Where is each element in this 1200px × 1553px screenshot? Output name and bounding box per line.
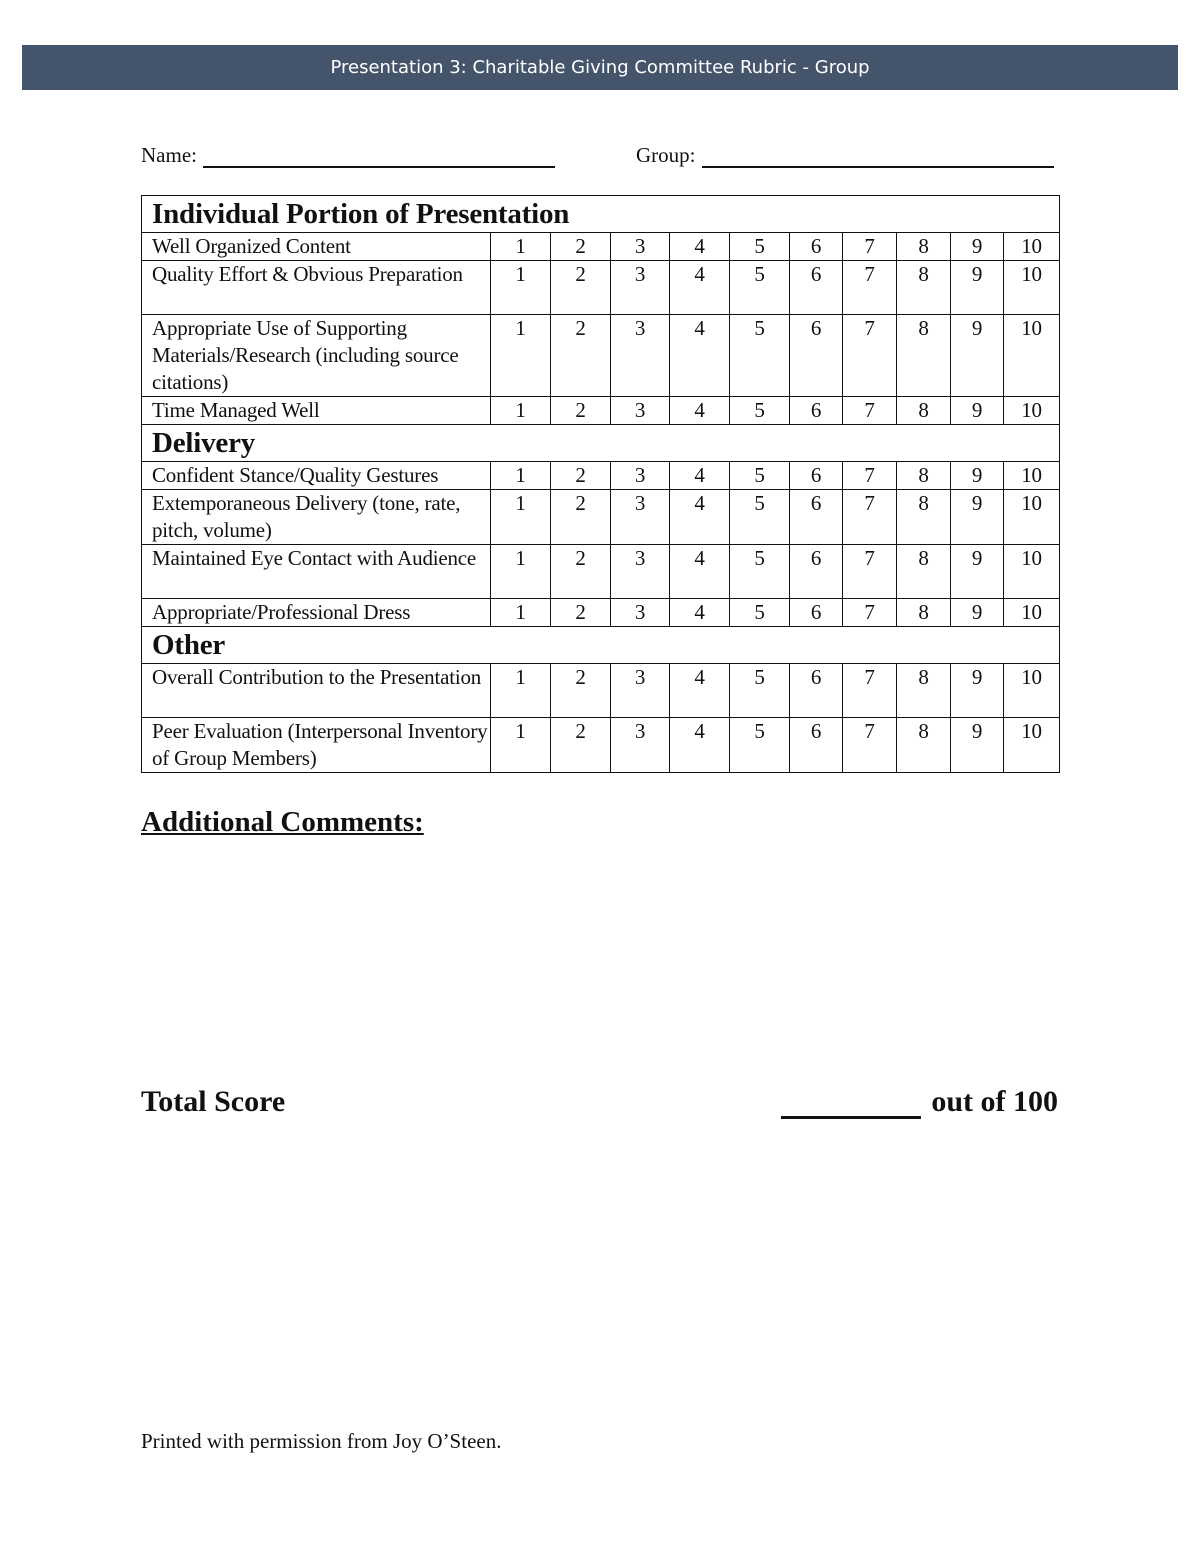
score-option[interactable]: 10 — [1004, 462, 1060, 490]
score-option[interactable]: 10 — [1004, 664, 1060, 718]
score-option[interactable]: 3 — [611, 664, 670, 718]
score-option[interactable]: 9 — [951, 718, 1004, 773]
score-option[interactable]: 5 — [730, 718, 790, 773]
total-score-field — [781, 1085, 1058, 1119]
criterion-label: Confident Stance/Quality Gestures — [142, 462, 491, 490]
score-option[interactable]: 10 — [1004, 545, 1060, 599]
score-option[interactable]: 9 — [951, 261, 1004, 315]
section-title: Other — [142, 627, 1060, 664]
score-option[interactable]: 8 — [897, 462, 951, 490]
score-option[interactable]: 6 — [790, 397, 843, 425]
criterion-label: Quality Effort & Obvious Preparation — [142, 261, 491, 315]
score-option[interactable]: 10 — [1004, 261, 1060, 315]
criterion-label: Peer Evaluation (Interpersonal Inventory of Group Members) — [142, 718, 491, 773]
comments-heading: Additional Comments: — [141, 806, 424, 838]
score-option[interactable]: 1 — [491, 315, 551, 397]
score-option[interactable]: 5 — [730, 599, 790, 627]
score-option[interactable]: 4 — [670, 462, 730, 490]
score-option[interactable]: 7 — [843, 718, 897, 773]
header-bar — [22, 45, 1178, 90]
score-option[interactable]: 6 — [790, 490, 843, 545]
score-option[interactable]: 2 — [551, 599, 611, 627]
score-option[interactable]: 6 — [790, 315, 843, 397]
score-option[interactable]: 4 — [670, 261, 730, 315]
criterion-row — [142, 397, 1060, 425]
score-option[interactable]: 7 — [843, 233, 897, 261]
score-option[interactable]: 10 — [1004, 718, 1060, 773]
header-title: Presentation 3: Charitable Giving Committee Rubric - Group — [330, 57, 870, 78]
score-option[interactable]: 2 — [551, 718, 611, 773]
criterion-row — [142, 233, 1060, 261]
score-option[interactable]: 5 — [730, 233, 790, 261]
group-label: Group: — [636, 143, 696, 167]
name-label: Name: — [141, 143, 197, 167]
section-header-row — [142, 425, 1060, 462]
score-option[interactable]: 3 — [611, 545, 670, 599]
score-option[interactable]: 4 — [670, 718, 730, 773]
score-option[interactable]: 5 — [730, 664, 790, 718]
score-option[interactable]: 2 — [551, 664, 611, 718]
score-option[interactable]: 2 — [551, 397, 611, 425]
score-option[interactable]: 7 — [843, 545, 897, 599]
total-score-blank[interactable] — [781, 1090, 921, 1119]
criterion-row — [142, 599, 1060, 627]
score-option[interactable]: 6 — [790, 599, 843, 627]
score-option[interactable]: 7 — [843, 490, 897, 545]
score-option[interactable]: 3 — [611, 599, 670, 627]
score-option[interactable]: 5 — [730, 397, 790, 425]
criterion-label: Appropriate Use of Supporting Materials/Research (including source citations) — [142, 315, 491, 397]
group-field-row — [636, 143, 1054, 168]
score-option[interactable]: 10 — [1004, 233, 1060, 261]
score-option[interactable]: 4 — [670, 599, 730, 627]
score-option[interactable]: 5 — [730, 545, 790, 599]
score-option[interactable]: 8 — [897, 315, 951, 397]
score-option[interactable]: 10 — [1004, 315, 1060, 397]
score-option[interactable]: 4 — [670, 490, 730, 545]
criterion-row — [142, 261, 1060, 315]
score-option[interactable]: 8 — [897, 545, 951, 599]
score-option[interactable]: 1 — [491, 490, 551, 545]
score-option[interactable]: 9 — [951, 233, 1004, 261]
score-option[interactable]: 9 — [951, 599, 1004, 627]
score-option[interactable]: 3 — [611, 462, 670, 490]
score-option[interactable]: 7 — [843, 315, 897, 397]
criterion-label: Maintained Eye Contact with Audience — [142, 545, 491, 599]
criterion-label: Well Organized Content — [142, 233, 491, 261]
score-option[interactable]: 3 — [611, 397, 670, 425]
score-option[interactable]: 3 — [611, 490, 670, 545]
score-option[interactable]: 9 — [951, 664, 1004, 718]
score-option[interactable]: 8 — [897, 490, 951, 545]
score-option[interactable]: 9 — [951, 462, 1004, 490]
score-option[interactable]: 3 — [611, 718, 670, 773]
criterion-label: Appropriate/Professional Dress — [142, 599, 491, 627]
total-score-label: Total Score — [141, 1085, 286, 1118]
score-option[interactable]: 3 — [611, 233, 670, 261]
criterion-label: Time Managed Well — [142, 397, 491, 425]
criterion-label: Overall Contribution to the Presentation — [142, 664, 491, 718]
score-option[interactable]: 2 — [551, 545, 611, 599]
score-option[interactable]: 1 — [491, 462, 551, 490]
score-option[interactable]: 6 — [790, 233, 843, 261]
name-field[interactable] — [203, 146, 555, 168]
score-option[interactable]: 9 — [951, 490, 1004, 545]
score-option[interactable]: 2 — [551, 490, 611, 545]
score-option[interactable]: 7 — [843, 261, 897, 315]
rubric-table — [141, 195, 1060, 773]
score-option[interactable]: 4 — [670, 315, 730, 397]
score-option[interactable]: 9 — [951, 397, 1004, 425]
section-title: Delivery — [142, 425, 1060, 462]
section-header-row — [142, 196, 1060, 233]
score-option[interactable]: 2 — [551, 233, 611, 261]
score-option[interactable]: 6 — [790, 718, 843, 773]
score-option[interactable]: 10 — [1004, 599, 1060, 627]
score-option[interactable]: 1 — [491, 545, 551, 599]
score-option[interactable]: 7 — [843, 462, 897, 490]
score-option[interactable]: 5 — [730, 261, 790, 315]
score-option[interactable]: 1 — [491, 718, 551, 773]
score-option[interactable]: 6 — [790, 261, 843, 315]
score-option[interactable]: 7 — [843, 397, 897, 425]
score-option[interactable]: 6 — [790, 664, 843, 718]
score-option[interactable]: 8 — [897, 261, 951, 315]
score-option[interactable]: 5 — [730, 315, 790, 397]
score-option[interactable]: 2 — [551, 315, 611, 397]
score-option[interactable]: 1 — [491, 664, 551, 718]
criterion-row — [142, 315, 1060, 397]
score-option[interactable]: 5 — [730, 490, 790, 545]
score-option[interactable]: 9 — [951, 545, 1004, 599]
score-option[interactable]: 3 — [611, 315, 670, 397]
score-option[interactable]: 8 — [897, 599, 951, 627]
score-option[interactable]: 6 — [790, 462, 843, 490]
score-option[interactable]: 8 — [897, 397, 951, 425]
score-option[interactable]: 8 — [897, 718, 951, 773]
score-option[interactable]: 2 — [551, 462, 611, 490]
score-option[interactable]: 6 — [790, 545, 843, 599]
criterion-row — [142, 545, 1060, 599]
score-option[interactable]: 1 — [491, 261, 551, 315]
score-option[interactable]: 1 — [491, 233, 551, 261]
criterion-label: Extemporaneous Delivery (tone, rate, pitch, volume) — [142, 490, 491, 545]
criterion-row — [142, 664, 1060, 718]
score-option[interactable]: 7 — [843, 664, 897, 718]
section-header-row — [142, 627, 1060, 664]
score-option[interactable]: 5 — [730, 462, 790, 490]
criterion-row — [142, 462, 1060, 490]
score-option[interactable]: 1 — [491, 397, 551, 425]
score-option[interactable]: 4 — [670, 233, 730, 261]
score-option[interactable]: 8 — [897, 664, 951, 718]
total-score-suffix: out of 100 — [931, 1085, 1058, 1118]
score-option[interactable]: 10 — [1004, 397, 1060, 425]
criterion-row — [142, 490, 1060, 545]
name-field-row — [141, 143, 555, 168]
score-option[interactable]: 4 — [670, 545, 730, 599]
score-option[interactable]: 7 — [843, 599, 897, 627]
group-field[interactable] — [702, 146, 1054, 168]
score-option[interactable]: 3 — [611, 261, 670, 315]
criterion-row — [142, 718, 1060, 773]
score-option[interactable]: 4 — [670, 664, 730, 718]
score-option[interactable]: 4 — [670, 397, 730, 425]
score-option[interactable]: 10 — [1004, 490, 1060, 545]
score-option[interactable]: 2 — [551, 261, 611, 315]
section-title: Individual Portion of Presentation — [142, 196, 1060, 233]
score-option[interactable]: 8 — [897, 233, 951, 261]
score-option[interactable]: 1 — [491, 599, 551, 627]
score-option[interactable]: 9 — [951, 315, 1004, 397]
footer-note: Printed with permission from Joy O’Steen. — [141, 1429, 502, 1453]
